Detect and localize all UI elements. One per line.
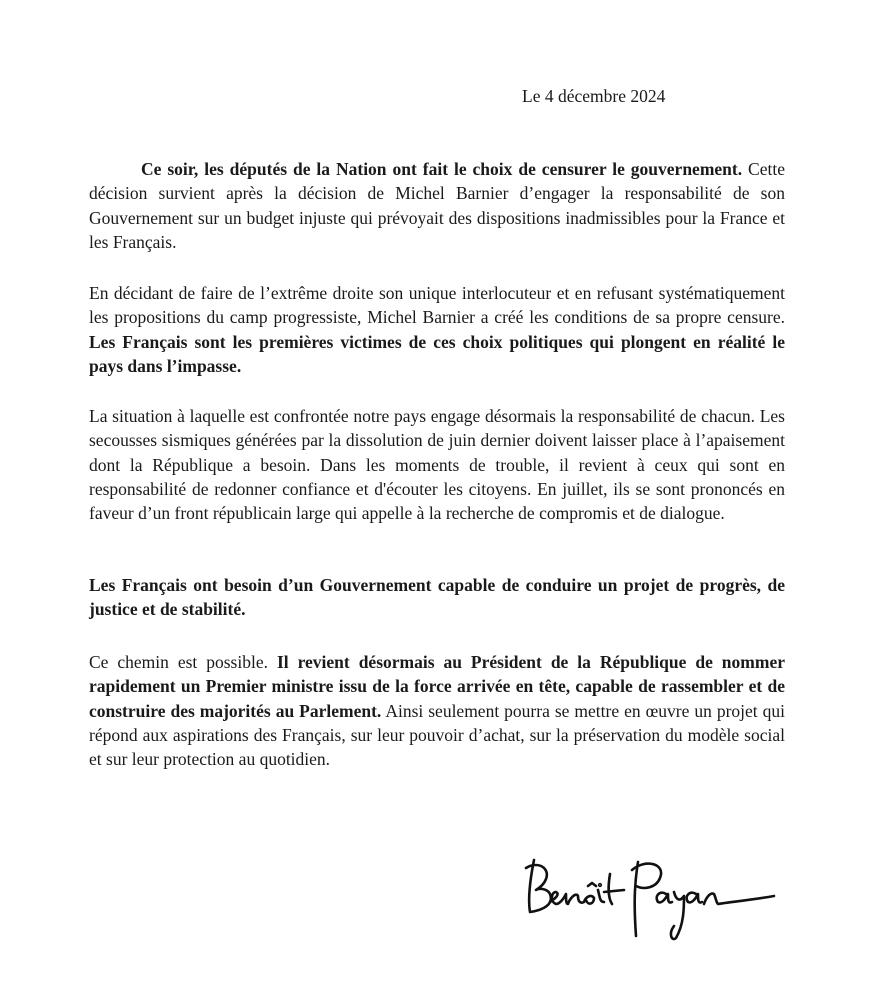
paragraph-1 <box>89 157 785 254</box>
letter-date: Le 4 décembre 2024 <box>522 86 666 106</box>
paragraph-2 <box>89 281 785 378</box>
paragraph-3 <box>89 404 785 525</box>
paragraph-5-text-b: Ainsi seulement pourra se mettre en œuvre un projet qui répond aux aspirations des Français, sur leur pouvoir d’achat, sur la préservation du modèle social et sur leur protection au quotidien. <box>89 700 785 770</box>
handwritten-signature <box>520 846 780 946</box>
paragraph-5-bold: Il revient désormais au Président de la République de nommer rapidement un Premier ministre issu de la force arrivée en tête, capable de rassembler et de construire des majorités au Parlement. <box>89 652 785 721</box>
paragraph-5-text-a: Ce chemin est possible. <box>89 652 277 672</box>
signature <box>520 846 780 946</box>
paragraph-4-bold: Les Français ont besoin d’un Gouvernement capable de conduire un projet de progrès, de justice et de stabilité. <box>89 575 785 620</box>
paragraph-3-text: La situation à laquelle est confrontée notre pays engage désormais la responsabilité de chacun. Les secousses sismiques générées par la dissolution de juin dernier doivent laisser place à l’apaisement dont la République a besoin. Dans les moments de trouble, il revient à ceux qui sont en responsabilité de redonner confiance et d'écouter les citoyens. En juillet, ils se sont prononcés en faveur d’un front républicain large qui appelle à la recherche de compromis et de dialogue. <box>89 406 785 524</box>
signature-strokes <box>526 860 774 939</box>
paragraph-1-text: Cette décision survient après la décision de Michel Barnier d’engager la responsabilité de son Gouvernement sur un budget injuste qui prévoyait des dispositions inadmissibles pour la France et les Français. <box>89 159 785 252</box>
paragraph-2-bold: Les Français sont les premières victimes de ces choix politiques qui plongent en réalité le pays dans l’impasse. <box>89 331 785 376</box>
paragraph-5 <box>89 650 785 771</box>
paragraph-1-bold: Ce soir, les députés de la Nation ont fait le choix de censurer le gouvernement. <box>141 159 743 179</box>
paragraph-4 <box>89 573 785 622</box>
paragraph-2-text: En décidant de faire de l’extrême droite son unique interlocuteur et en refusant systématiquement les propositions du camp progressiste, Michel Barnier a créé les conditions de sa propre censure. <box>89 283 785 328</box>
